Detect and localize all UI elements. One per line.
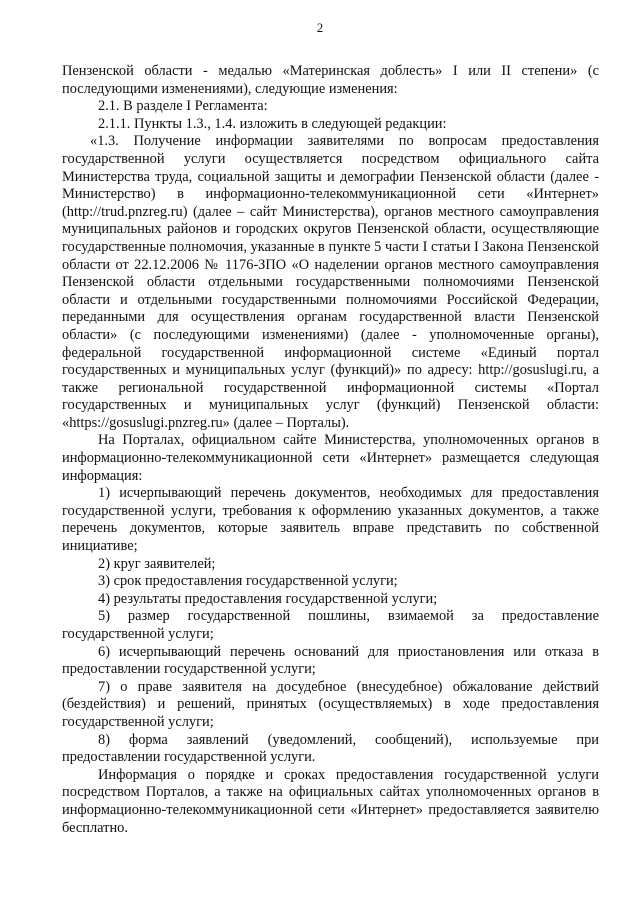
paragraph: 7) о праве заявителя на досудебное (внесудебное) обжалование действий (бездействия) и решений, принятых (осуществляемых) в ходе предоставления государственной услуги; — [62, 678, 599, 730]
paragraph: На Порталах, официальном сайте Министерства, уполномоченных органов в информационно-телекоммуникационной сети «Интернет» размещается следующая информация: — [62, 432, 599, 484]
paragraph: 3) срок предоставления государственной услуги; — [98, 573, 398, 590]
page-number: 2 — [316, 20, 324, 35]
paragraph: 1) исчерпывающий перечень документов, необходимых для предоставления государственной услуги, требования к оформлению указанных документов, а также перечень документов, которые заявитель вправе представить по собственной инициативе; — [62, 485, 599, 555]
paragraph: 2.1. В разделе I Регламента: — [98, 98, 268, 115]
paragraph: 2.1.1. Пункты 1.3., 1.4. изложить в следующей редакции: — [98, 115, 447, 132]
paragraph: 4) результаты предоставления государственной услуги; — [98, 590, 438, 607]
paragraph: Информация о порядке и сроках предоставления государственной услуги посредством Порталов, а также на официальных сайтах уполномоченных органов в информационно-телекоммуникационной сети «Интернет» предоставляется заявителю бесплатно. — [62, 766, 599, 836]
paragraph: Пензенской области - медалью «Материнская доблесть» I или II степени» (с последующими изменениями), следующие изменения: — [62, 63, 599, 97]
paragraph: 6) исчерпывающий перечень оснований для приостановления или отказа в предоставлении государственной услуги; — [62, 643, 599, 678]
paragraph: 5) размер государственной пошлины, взимаемой за предоставление государственной услуги; — [62, 608, 599, 642]
paragraph: «1.3. Получение информации заявителями по вопросам предоставления государственной услуги осуществляется посредством официального сайта Министерства труда, социальной защиты и демографии Пензенской области (далее - Министерство) в информационно-телекоммуникационной сети «Интернет» (http://trud.pnzreg.ru) (далее – сайт Министерства), органов местного самоуправления муниципальных районов и городских округов Пензенской области, осуществляющие государственные полномочия, указанные в пункте 5 части I статьи I Закона Пензенской области от 22.12.2006 № 1176-ЗПО «О наделении органов местного самоуправления Пензенской области отдельными государственными полномочиями Пензенской области и отдельными государственными полномочиями Российской Федерации, переданными для осуществления органам государственной власти Пензенской области» (с последующими изменениями) (далее - уполномоченные органы), федеральной государственной информационной системе «Единый портал государственных и муниципальных услуг (функций)» по адресу: http://gosuslugi.ru, а также региональной государственной информационной системы «Портал государственных и муниципальных услуг (функций) Пензенской области: «https://gosuslugi.pnzreg.ru» (далее – Порталы). — [62, 133, 599, 431]
paragraph: 2) круг заявителей; — [98, 555, 216, 572]
document-body — [62, 63, 599, 837]
paragraph: 8) форма заявлений (уведомлений, сообщений), используемые при предоставлении государственной услуги. — [62, 731, 599, 766]
